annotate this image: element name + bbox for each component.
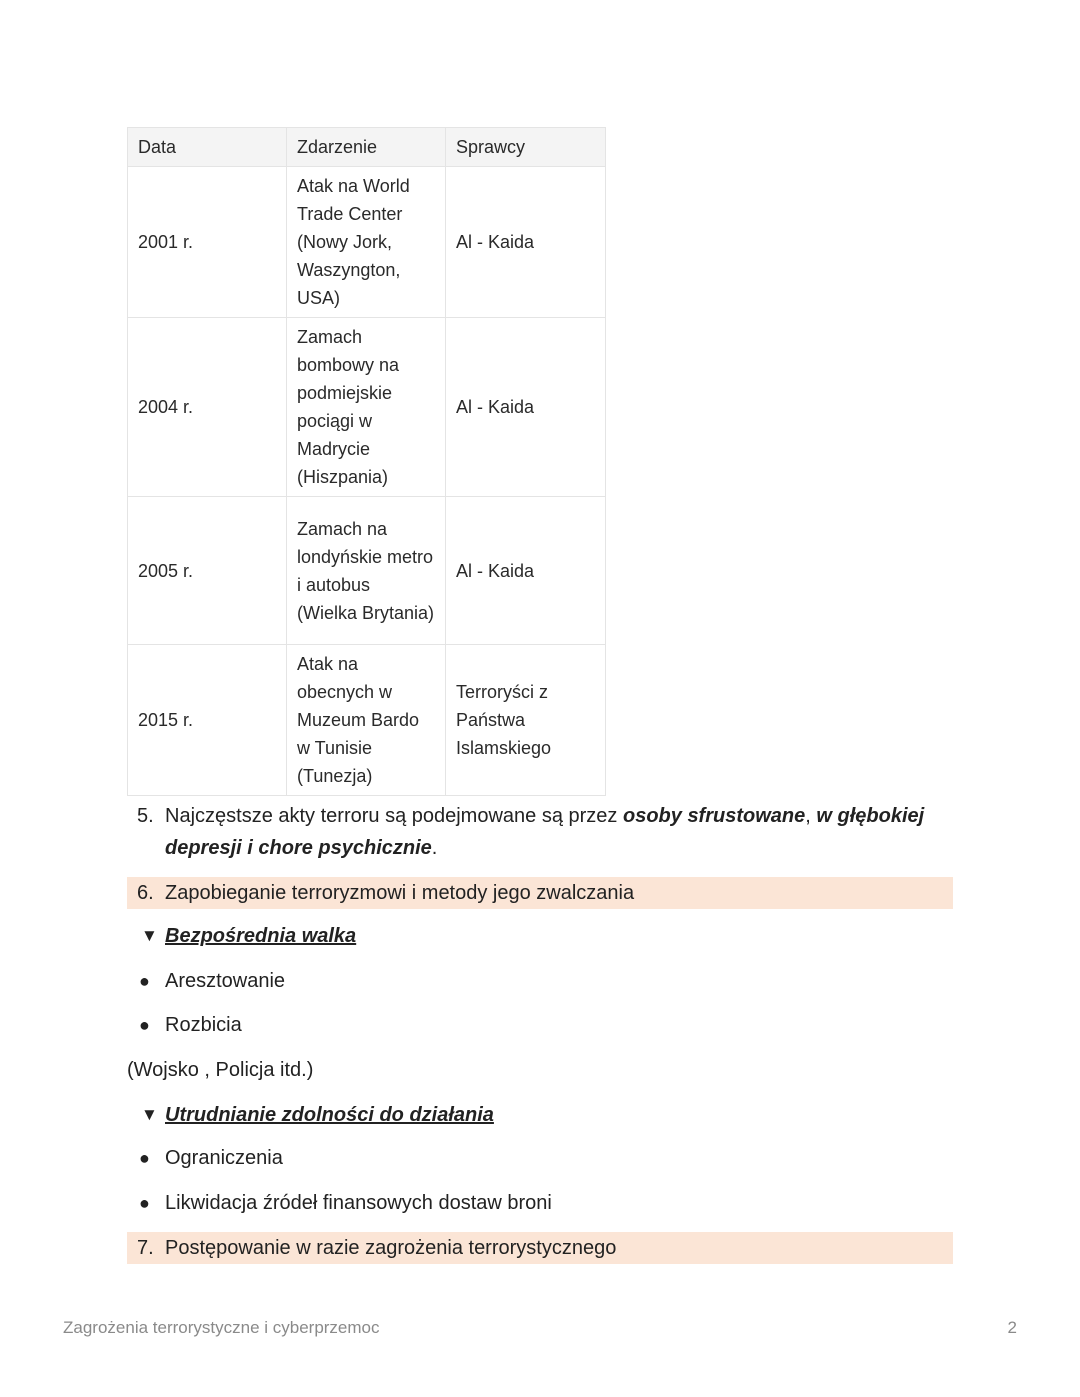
highlighted-heading-7 [127,1232,953,1264]
emphasis-text: w głębokiej depresji i chore psychicznie [165,805,925,859]
page-number: 2 [1007,1318,1017,1337]
table-row [128,497,606,645]
cell-date: 2015 r. [128,645,287,796]
cell-perpetrators: Al - Kaida [446,167,606,318]
toggle-hindering-capability[interactable] [127,1100,953,1130]
toggle-title: Bezpośrednia walka [165,924,357,947]
list-item [127,966,953,996]
column-header-perpetrators: Sprawcy [446,128,606,167]
toggle-title: Utrudnianie zdolności do działania [165,1103,494,1126]
heading-text: Postępowanie w razie zagrożenia terrorystycznego [165,1237,617,1259]
item-number: 6. [137,882,154,904]
item-text: Najczęstsze akty terroru są podejmowane są przez osoby sfrustowane, w głębokiej depresji i chore psychicznie. [165,805,925,859]
footer-title: Zagrożenia terrorystyczne i cyberprzemoc [63,1318,380,1337]
cell-perpetrators: Al - Kaida [446,497,606,645]
cell-date: 2001 r. [128,167,287,318]
column-header-event: Zdarzenie [287,128,446,167]
item-number: 5. [137,805,154,827]
list-item-text: Ograniczenia [165,1146,283,1169]
cell-date: 2005 r. [128,497,287,645]
toggle-triangle-icon[interactable]: ▼ [141,1105,158,1124]
list-item [127,1188,953,1218]
list-item [127,1010,953,1040]
bullet-icon: ● [139,970,150,991]
heading-text: Zapobieganie terroryzmowi i metody jego zwalczania [165,882,635,904]
cell-event: Atak na World Trade Center (Nowy Jork, Waszyngton, USA) [287,167,446,318]
item-number: 7. [137,1237,154,1259]
column-header-date: Data [128,128,287,167]
attacks-table [127,127,606,796]
emphasis-text: osoby sfrustowane [622,805,806,827]
cell-event: Zamach na londyńskie metro i autobus (Wielka Brytania) [287,497,446,645]
list-item-text: Rozbicia [165,1013,242,1036]
table-row [128,318,606,497]
cell-event: Zamach bombowy na podmiejskie pociągi w Madrycie (Hiszpania) [287,318,446,497]
bullet-icon: ● [139,1014,150,1035]
bullet-icon: ● [139,1192,150,1213]
cell-perpetrators: Al - Kaida [446,318,606,497]
list-item [127,1143,953,1173]
highlighted-heading-6 [127,877,953,909]
table-row [128,167,606,318]
note-text: (Wojsko , Policja itd.) [127,1059,314,1081]
cell-date: 2004 r. [128,318,287,497]
table-row [128,645,606,796]
list-item-text: Likwidacja źródeł finansowych dostaw broni [165,1191,552,1214]
cell-perpetrators: Terroryści z Państwa Islamskiego [446,645,606,796]
bullet-icon: ● [139,1147,150,1168]
table-header-row [128,128,606,167]
list-item-text: Aresztowanie [165,969,286,992]
numbered-item-5 [127,800,953,864]
cell-event: Atak na obecnych w Muzeum Bardo w Tunisie (Tunezja) [287,645,446,796]
toggle-direct-fight[interactable] [127,921,953,951]
toggle-triangle-icon[interactable]: ▼ [141,926,158,945]
